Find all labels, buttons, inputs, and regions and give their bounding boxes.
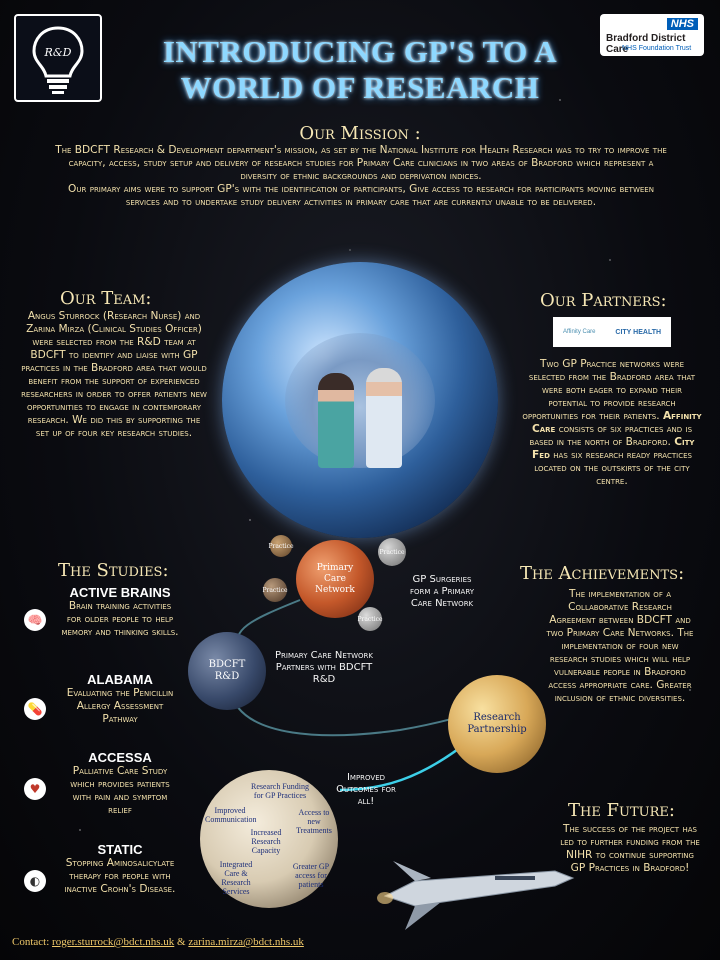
team-photo (285, 333, 435, 468)
team-text: Angus Sturrock (Research Nurse) and Zarina Mirza (Clinical Studies Officer) were selected from the R&D team at BDCFT to identify and liaise with GP practices in the Bradford area that would benefit from the support of experienced researchers in order to offer patients new opportunities to engage in contemporary research. We did this by supporting the set up of four key research studies. (21, 310, 207, 439)
practice-planet-3 (263, 578, 287, 602)
practice-planet-1 (270, 535, 292, 557)
study-title: ALABAMA (87, 672, 153, 687)
nhs-org-name: Bradford District Care (606, 33, 686, 55)
study-title: ACTIVE BRAINS (69, 585, 171, 600)
partner-logos (553, 317, 671, 347)
study-static (20, 842, 220, 896)
contact-email-2[interactable]: zarina.mirza@bdct.nhs.uk (188, 936, 304, 948)
affinity-care-name: Affinity Care (531, 410, 702, 435)
mission-para-2: Our primary aims were to support GP's with the identification of participants, Give access to research for participants moving between services and to undertake study delivery activities in primary care that are currently unable to be delivered. (68, 183, 654, 208)
partners-heading: Our Partners: (540, 290, 667, 311)
study-title: ACCESSA (88, 750, 152, 765)
study-desc: Brain training activities for older people to help memory and thinking skills. (61, 600, 179, 638)
research-partnership-label: Research Partnership (467, 712, 527, 735)
venus-communication: Improved Communication (205, 806, 257, 824)
affinity-care-logo: Affinity Care (562, 329, 596, 335)
research-partnership-planet (448, 675, 546, 773)
partners-text-cityfed: has six research ready practices located on the outskirts of the city centre. (534, 449, 692, 487)
pcn-partners-label: Primary Care Network Partners with BDCFT R&D (275, 650, 373, 685)
city-fed-name: City Fed (532, 436, 695, 461)
mission-para-1: The BDCFT Research & Development department's mission, as set by the National Institute for Health Research was to try to improve the capacity, access, study setup and delivery of research studies for Primary Care clinicians in two areas of Bradford which represent a diversity of ethnic backgrounds and deprivation indices. (55, 144, 667, 182)
venus-capacity: Increased Research Capacity (250, 828, 282, 855)
improved-outcomes-label: Improved Outcomes for all! (336, 772, 396, 807)
partners-text-affinity: consists of six practices and is based in the north of Bradford. (529, 423, 693, 448)
rd-logo (14, 14, 102, 102)
nhs-trust-name: NHS Foundation Trust (622, 45, 692, 52)
future-text: The success of the project has led to further funding from the NIHR to continue supporting GP Practices in Bradford! (560, 823, 700, 874)
study-active-brains (20, 585, 220, 639)
rd-logo-text: R&D (44, 46, 72, 59)
future-heading: The Future: (568, 800, 675, 821)
contact-label: Contact: (12, 936, 50, 948)
contact-line (12, 936, 304, 948)
practice-planet-2 (378, 538, 406, 566)
city-health-logo: CITY HEALTH (615, 328, 662, 336)
practice-label: Practice (262, 586, 288, 594)
team-member-1 (318, 373, 354, 468)
contact-ampersand: & (177, 936, 186, 948)
team-member-2 (366, 368, 402, 468)
team-heading: Our Team: (60, 288, 152, 309)
studies-heading: The Studies: (58, 560, 169, 581)
mission-text (55, 144, 667, 209)
practice-label: Practice (268, 542, 294, 550)
mission-heading: Our Mission : (299, 123, 421, 144)
pill-bottle-icon: 💊 (24, 698, 46, 720)
study-desc: Stopping Aminosalicylate therapy for people with inactive Crohn's Disease. (64, 857, 176, 895)
practice-label: Practice (357, 615, 383, 623)
pcn-label: Primary Care Network (315, 562, 355, 595)
partners-text (522, 358, 702, 488)
contact-email-1[interactable]: roger.sturrock@bdct.nhs.uk (52, 936, 175, 948)
study-accessa (20, 750, 220, 817)
study-desc: Palliative Care Study which provides patients with pain and symptom relief (70, 765, 170, 816)
practice-planet-4 (358, 607, 382, 631)
nhs-badge: NHS (667, 18, 698, 30)
study-title: STATIC (97, 842, 143, 857)
spaceship-image (375, 826, 575, 936)
bdcft-label: BDCFT R&D (208, 659, 246, 682)
gp-surgeries-label: GP Surgeries form a Primary Care Network (409, 574, 475, 609)
earth-image (222, 262, 498, 538)
achievements-text: The implementation of a Collaborative Research Agreement between BDCFT and two Primary Care Networks. The implementation of four new research studies which will help vulnerable people in Bradford access appropriate care. Greater inclusion of ethnic diversities. (546, 588, 694, 704)
poster-title: INTRODUCING GP'S TO A WORLD OF RESEARCH (162, 34, 558, 105)
nhs-logo (600, 14, 704, 56)
venus-access: Access to new Treatments (296, 808, 332, 835)
venus-funding: Research Funding for GP Practices (251, 782, 309, 800)
venus-greater: Greater GP access for patients (292, 862, 330, 889)
achievements-heading: The Achievements: (520, 563, 685, 584)
study-desc: Evaluating the Penicillin Allergy Assessment Pathway (66, 687, 174, 725)
venus-integrated: Integrated Care & Research Services (219, 860, 253, 896)
stomach-icon: ◐ (24, 870, 46, 892)
bdcft-planet (188, 632, 266, 710)
heart-icon: ♥ (24, 778, 46, 800)
practice-label: Practice (379, 548, 405, 556)
partners-text-intro: Two GP Practice networks were selected from the Bradford area that were both eager to expand their potential to provide research opportunities for their patients. (522, 358, 696, 422)
brain-icon: 🧠 (24, 609, 46, 631)
pcn-planet (296, 540, 374, 618)
